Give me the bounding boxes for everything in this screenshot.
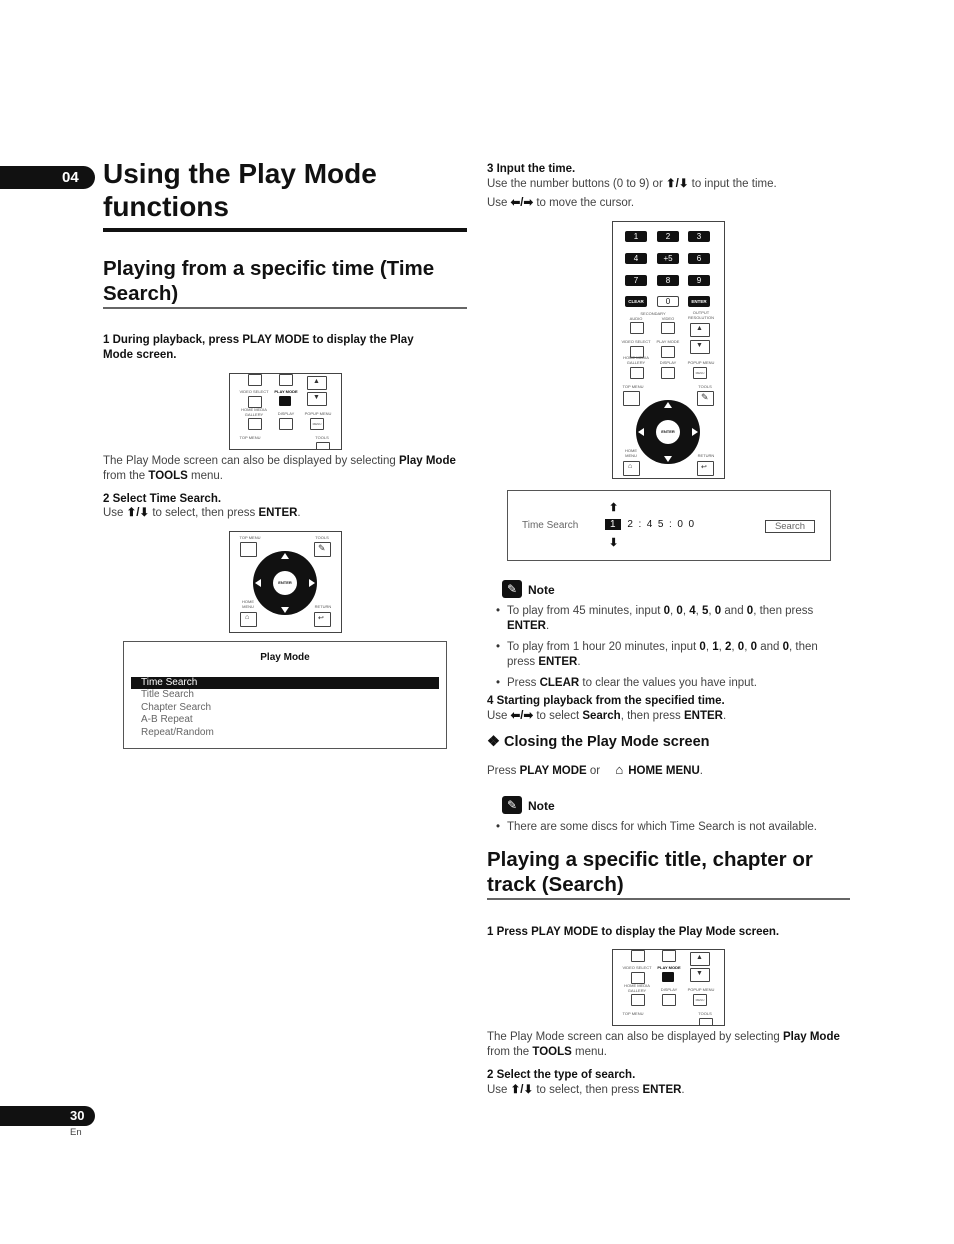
remote-label: HOME MEDIA GALLERY (624, 983, 650, 993)
remote-label: TOP MENU (622, 384, 644, 389)
remote-label: POPUP MENU (304, 411, 332, 416)
tools-button (699, 1018, 713, 1026)
list-item: • There are some discs for which Time Search is not available. (487, 820, 857, 835)
remote-button (248, 418, 262, 430)
remote-label: VIDEO (661, 316, 675, 321)
closing-instr: Press PLAY MODE or ⌂ HOME MENU. (487, 762, 703, 777)
remote-label: PLAY MODE (656, 339, 680, 344)
tools-button: ✎ (697, 391, 714, 406)
key-2: 2 (657, 231, 679, 242)
section2-step2-instr: Use ⬆/⬇ to select, then press ENTER. (487, 1084, 685, 1096)
remote-label: TOOLS (698, 1011, 712, 1016)
time-input[interactable] (605, 519, 694, 530)
menu-item-title-search[interactable]: Title Search (141, 689, 194, 701)
note-icon: ✎ (502, 580, 522, 598)
list-item: • Press CLEAR to clear the values you have input. (487, 676, 857, 691)
section2-heading-line2: track (Search) (487, 873, 624, 896)
return-button: ↩ (314, 612, 331, 627)
menu-item-chapter-search[interactable]: Chapter Search (141, 701, 212, 713)
home-menu-button: ⌂ (623, 461, 640, 476)
remote-button (631, 950, 645, 962)
tools-button: ✎ (314, 542, 331, 557)
section2-heading (487, 847, 857, 897)
note-list (487, 820, 857, 839)
up-button: ▲ (690, 323, 710, 337)
section2-rule (487, 898, 850, 900)
step1-line1: 1 During playback, press PLAY MODE to display the Play (103, 334, 414, 346)
remote-label: SECONDARY (640, 311, 666, 316)
remote-label: PLAY MODE (274, 389, 298, 394)
play-mode-button (661, 346, 675, 358)
chapter-number: 04 (62, 169, 79, 186)
remote-label: VIDEO SELECT (621, 339, 651, 344)
list-item: • To play from 45 minutes, input 0, 0, 4, 5, 0 and 0, then press ENTER. (487, 604, 857, 634)
down-button: ▼ (307, 392, 327, 406)
remote-illustration-play-mode (229, 373, 342, 450)
remote-button (248, 374, 262, 386)
up-button: ▲ (690, 952, 710, 966)
remote-illustration-navigation (229, 531, 342, 633)
key-5: +5 (657, 253, 679, 264)
remote-button (279, 418, 293, 430)
clear-key: CLEAR (625, 296, 647, 307)
key-3: 3 (688, 231, 710, 242)
remote-label: TOOLS (315, 535, 329, 540)
remote-label: TOOLS (315, 435, 329, 440)
chapter-tab (0, 166, 95, 189)
language-label: En (70, 1127, 82, 1138)
home-icon: ⌂ (615, 762, 624, 777)
section1-step2-instr: Use ⬆/⬇ to select, then press ENTER. (103, 507, 301, 519)
remote-label: TOOLS (698, 384, 712, 389)
menu-button: MENU (693, 367, 707, 379)
remote-button (630, 367, 644, 379)
down-button: ▼ (690, 968, 710, 982)
enter-label: ENTER (661, 429, 675, 434)
section2-step1: 1 Press PLAY MODE to display the Play Mode screen. (487, 926, 780, 938)
time-digits: 2 : 4 5 : 0 0 (627, 519, 695, 530)
menu-item-repeat-random[interactable]: Repeat/Random (141, 726, 214, 738)
section1-heading-line1: Playing from a specific time (Time (103, 257, 435, 280)
left-right-arrows-icon: ⬅/➡ (510, 197, 534, 209)
time-search-screen (507, 490, 831, 561)
left-right-arrows-icon: ⬅/➡ (510, 710, 534, 722)
play-mode-title: Play Mode (260, 652, 310, 663)
remote-label: POPUP MENU (687, 360, 715, 365)
remote-label: TOP MENU (239, 535, 261, 540)
section1-step3-line2: Use ⬅/➡ to move the cursor. (487, 197, 635, 209)
remote-illustration-number-keys (612, 221, 725, 479)
remote-label: HOME MEDIA GALLERY (623, 355, 649, 365)
key-6: 6 (688, 253, 710, 264)
remote-button (662, 994, 676, 1006)
note-icon: ✎ (502, 796, 522, 814)
remote-label: RETURN (697, 453, 715, 458)
remote-button (279, 374, 293, 386)
key-0: 0 (657, 296, 679, 307)
section1-tools-note: The Play Mode screen can also be displayed by selecting Play Mode from the TOOLS menu. (103, 455, 456, 482)
enter-label: ENTER (278, 580, 292, 585)
menu-item-time-search[interactable]: Time Search (131, 677, 439, 689)
section1-step3: 3 Input the time. (487, 163, 576, 175)
remote-label: HOME MENU (242, 599, 254, 609)
remote-button (662, 950, 676, 962)
key-4: 4 (625, 253, 647, 264)
remote-label: OUTPUT RESOLUTION (687, 310, 714, 320)
remote-label: HOME MEDIA GALLERY (241, 407, 267, 417)
play-mode-button (662, 972, 674, 982)
remote-label: VIDEO SELECT (239, 389, 269, 394)
remote-label: TOP MENU (239, 435, 261, 440)
key-7: 7 (625, 275, 647, 286)
title-rule (103, 228, 467, 232)
down-button: ▼ (690, 340, 710, 354)
section1-step4: 4 Starting playback from the specified time. (487, 695, 725, 707)
section2-heading-line1: Playing a specific title, chapter or (487, 848, 813, 871)
play-mode-menu (131, 677, 439, 739)
return-button: ↩ (697, 461, 714, 476)
search-button[interactable]: Search (765, 520, 815, 533)
up-arrow-icon: ⬆ (609, 502, 619, 514)
section1-step2: 2 Select Time Search. (103, 493, 222, 505)
section2-step2: 2 Select the type of search. (487, 1069, 636, 1081)
key-1: 1 (625, 231, 647, 242)
remote-illustration-play-mode (612, 949, 725, 1026)
section1-step4-instr: Use ⬅/➡ to select Search, then press ENTER. (487, 710, 727, 722)
remote-label: DISPLAY (277, 411, 295, 416)
remote-label: DISPLAY (659, 360, 677, 365)
remote-button (631, 994, 645, 1006)
menu-item-ab-repeat[interactable]: A-B Repeat (141, 714, 193, 726)
page-number: 30 (70, 1108, 85, 1123)
cursor-digit: 1 (605, 519, 621, 530)
step1-line2: Mode screen. (103, 349, 177, 361)
tools-button (316, 442, 330, 450)
audio-button (630, 322, 644, 334)
section1-heading (103, 256, 473, 306)
section2-tools-note: The Play Mode screen can also be displayed by selecting Play Mode from the TOOLS menu. (487, 1031, 840, 1058)
menu-button: MENU (693, 994, 707, 1006)
up-down-arrows-icon: ⬆/⬇ (126, 507, 150, 519)
remote-label: POPUP MENU (687, 987, 715, 992)
page-title (103, 157, 473, 223)
section1-step3-line1: Use the number buttons (0 to 9) or ⬆/⬇ to input the time. (487, 178, 777, 190)
page-title-line1: Using the Play Mode (103, 158, 377, 189)
list-item: • To play from 1 hour 20 minutes, input 0, 1, 2, 0, 0 and 0, then press ENTER. (487, 640, 857, 670)
up-down-arrows-icon: ⬆/⬇ (665, 178, 689, 190)
note-label: Note (528, 583, 555, 597)
page-title-line2: functions (103, 191, 229, 222)
remote-label: VIDEO SELECT (622, 965, 652, 970)
key-9: 9 (688, 275, 710, 286)
note-label: Note (528, 799, 555, 813)
enter-key: ENTER (688, 296, 710, 307)
section1-step1 (103, 333, 473, 363)
play-mode-screen (123, 641, 447, 749)
time-search-label: Time Search (522, 520, 579, 531)
up-down-arrows-icon: ⬆/⬇ (510, 1084, 534, 1096)
closing-heading: ❖ Closing the Play Mode screen (487, 734, 710, 750)
remote-label: DISPLAY (660, 987, 678, 992)
remote-button (661, 367, 675, 379)
key-8: 8 (657, 275, 679, 286)
remote-label: PLAY MODE (657, 965, 681, 970)
section1-heading-line2: Search) (103, 282, 179, 305)
play-mode-button (279, 396, 291, 406)
remote-label: HOME MENU (625, 448, 637, 458)
remote-label: RETURN (314, 604, 332, 609)
page-number-tab (0, 1106, 95, 1126)
remote-label: AUDIO (629, 316, 643, 321)
menu-button: MENU (310, 418, 324, 430)
video-button (661, 322, 675, 334)
down-arrow-icon: ⬇ (609, 537, 619, 549)
note-list (487, 604, 857, 695)
up-button: ▲ (307, 376, 327, 390)
section1-rule (103, 307, 467, 309)
home-menu-button: ⌂ (240, 612, 257, 627)
remote-label: TOP MENU (622, 1011, 644, 1016)
